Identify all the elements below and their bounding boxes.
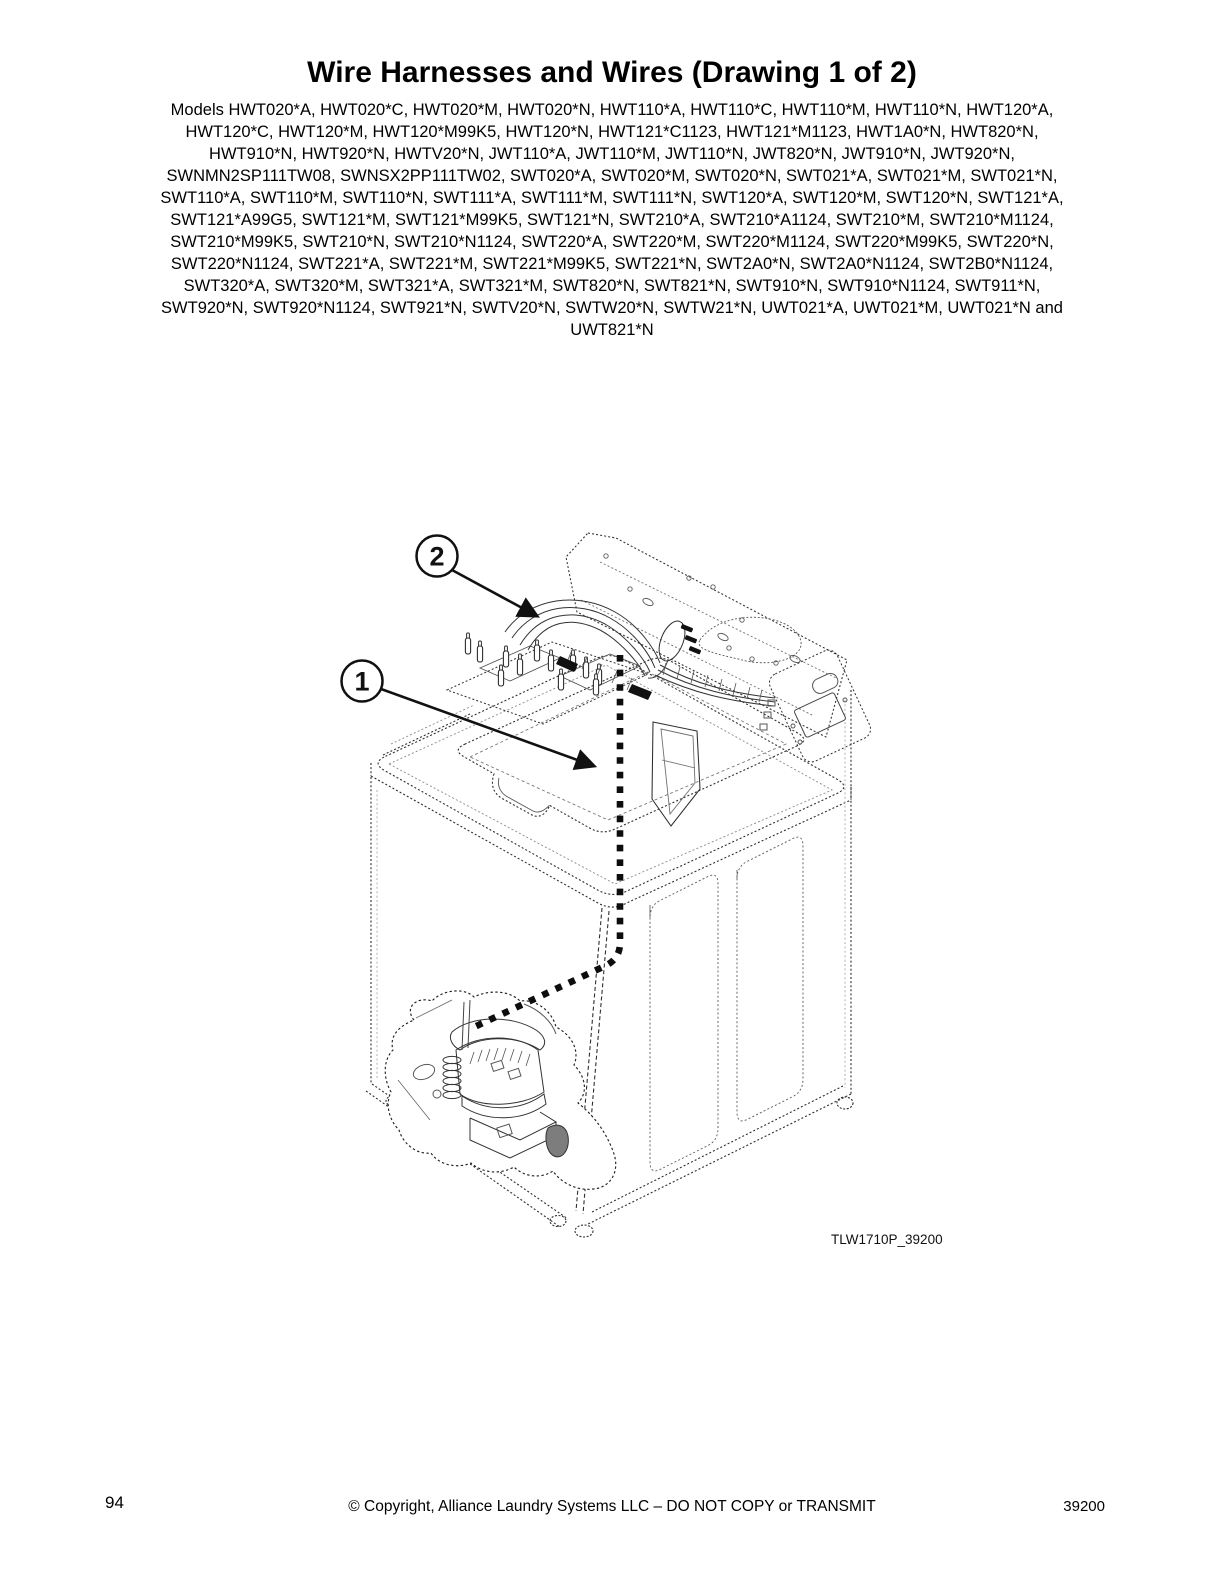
callout-1 bbox=[342, 661, 595, 767]
lid-inner-line bbox=[470, 672, 786, 820]
foot bbox=[575, 1225, 593, 1237]
model-list-line: SWT110*A, SWT110*M, SWT110*N, SWT111*A, SWT111*M, SWT111*N, SWT120*A, SWT120*M, SWT120*N, SWT121*A, bbox=[160, 189, 1064, 207]
model-list-line: SWT121*A99G5, SWT121*M, SWT121*M99K5, SWT121*N, SWT210*A, SWT210*A1124, SWT210*M, SWT210*M1124, bbox=[170, 211, 1054, 229]
model-list-line: SWT320*A, SWT320*M, SWT321*A, SWT321*M, SWT820*N, SWT821*N, SWT910*N, SWT910*N1124, SWT911*N, bbox=[183, 277, 1041, 295]
copyright-notice: © Copyright, Alliance Laundry Systems LLC – DO NOT COPY or TRANSMIT bbox=[348, 1498, 876, 1515]
document-number: 39200 bbox=[1063, 1498, 1105, 1515]
drawing-id-label: TLW1710P_39200 bbox=[831, 1232, 943, 1247]
model-list-line: SWT920*N, SWT920*N1124, SWT921*N, SWTV20*N, SWTW20*N, SWTW21*N, UWT021*A, UWT021*M, UWT021*N and bbox=[161, 299, 1063, 317]
model-list-line: UWT821*N bbox=[570, 321, 654, 339]
model-list-line: SWNMN2SP111TW08, SWNSX2PP111TW02, SWT020*A, SWT020*M, SWT020*N, SWT021*A, SWT021*M, SWT021*N, bbox=[166, 167, 1058, 185]
deck-inner-line bbox=[389, 665, 832, 884]
deck-rear-edge bbox=[383, 714, 470, 755]
callout-1-number: 1 bbox=[354, 666, 370, 697]
side-panel-recess bbox=[737, 837, 803, 1121]
hood-band bbox=[581, 562, 836, 716]
callout-2 bbox=[417, 536, 538, 617]
power-plug bbox=[648, 617, 701, 678]
cutaway-outline bbox=[385, 991, 616, 1189]
model-list-line: HWT910*N, HWT920*N, HWTV20*N, JWT110*A, JWT110*M, JWT110*N, JWT820*N, JWT910*N, JWT920*N, bbox=[209, 145, 1015, 163]
pump-hose bbox=[546, 1125, 568, 1157]
wire-loop bbox=[699, 617, 801, 663]
page-number: 94 bbox=[105, 1493, 124, 1512]
side-panel-recess bbox=[650, 875, 718, 1171]
foot bbox=[550, 1216, 566, 1227]
model-list-line: Models HWT020*A, HWT020*C, HWT020*M, HWT020*N, HWT110*A, HWT110*C, HWT110*M, HWT110*N, HWT120*A, bbox=[170, 101, 1054, 119]
lid bbox=[458, 658, 804, 832]
dispenser-funnel bbox=[652, 722, 700, 826]
callout-2-number: 2 bbox=[429, 541, 445, 572]
foot bbox=[837, 1097, 853, 1109]
callout-2-arrow bbox=[452, 570, 537, 616]
pump-assembly bbox=[385, 991, 616, 1189]
deck-rear-lip bbox=[391, 705, 474, 744]
harness-wrap bbox=[628, 684, 652, 700]
model-list-line: SWT210*M99K5, SWT210*N, SWT210*N1124, SWT220*A, SWT220*M, SWT220*M1124, SWT220*M99K5, SWT220*N, bbox=[170, 233, 1054, 251]
page-title: Wire Harnesses and Wires (Drawing 1 of 2) bbox=[307, 56, 917, 89]
terminal-block bbox=[447, 633, 648, 724]
lid-outline bbox=[458, 658, 804, 832]
bottom-right-edge bbox=[586, 1086, 851, 1225]
model-list-line: HWT120*C, HWT120*M, HWT120*M99K5, HWT120*N, HWT121*C1123, HWT121*M1123, HWT1A0*N, HWT820*N, bbox=[185, 123, 1039, 141]
wire-route-dotted bbox=[470, 655, 620, 1029]
top-deck bbox=[378, 656, 844, 895]
callout-1-arrow bbox=[381, 689, 594, 766]
model-list-line: SWT220*N1124, SWT221*A, SWT221*M, SWT221*M99K5, SWT221*N, SWT2A0*N, SWT2A0*N1124, SWT2B0*N1124, bbox=[170, 255, 1054, 273]
deck-rim bbox=[371, 763, 851, 907]
lid-handle-recess bbox=[498, 778, 549, 812]
